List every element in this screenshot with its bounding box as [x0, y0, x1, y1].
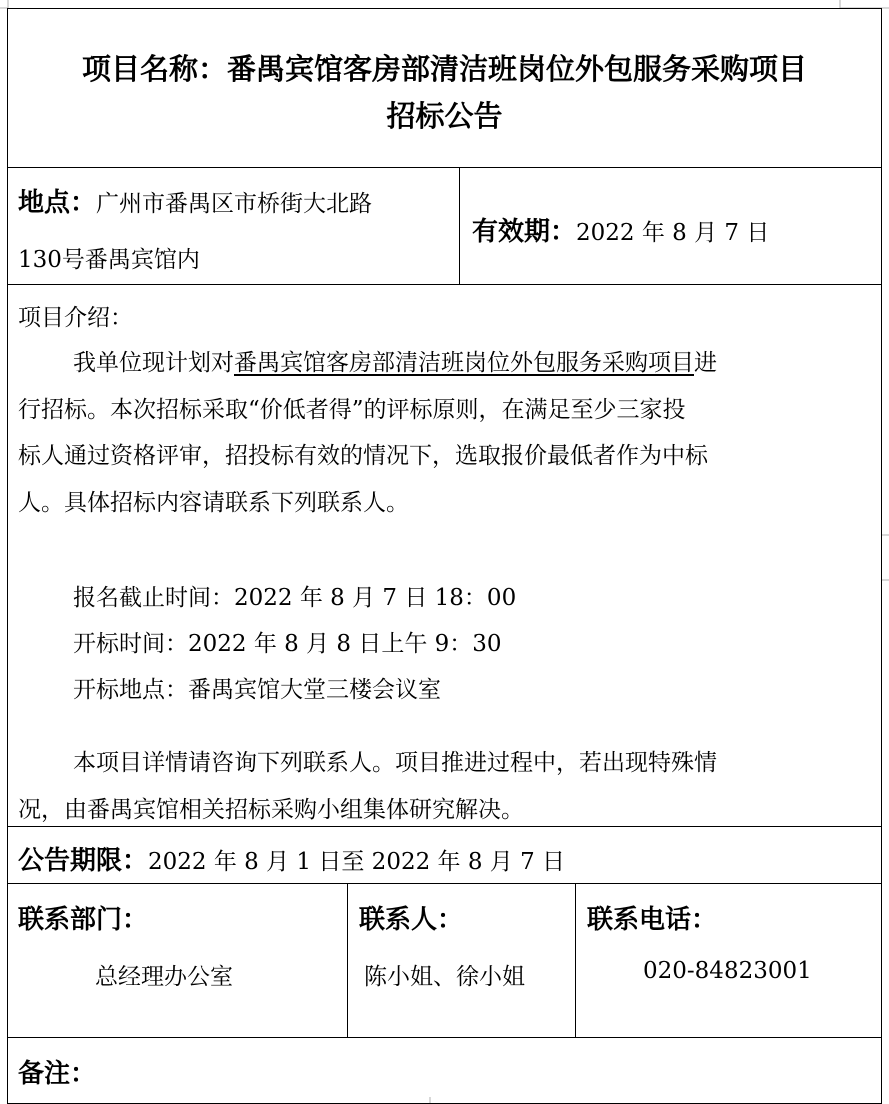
contact-phone-value: 020-84823001 — [643, 958, 812, 984]
location-label: 地点： — [18, 188, 97, 218]
row-divider — [7, 284, 882, 285]
contact-person-value: 陈小姐、徐小姐 — [364, 964, 525, 990]
intro-paragraph-line: 行招标。本次招标采取“价低者得”的评标原则，在满足至少三家投 — [18, 397, 686, 423]
notice-period-value: 2022 年 8 月 1 日至 2022 年 8 月 7 日 — [148, 849, 566, 875]
intro-closing-line: 本项目详情请咨询下列联系人。项目推进过程中，若出现特殊情 — [73, 750, 717, 776]
notice-period-field — [18, 840, 565, 877]
intro-paragraph-line: 人。具体招标内容请联系下列联系人。 — [18, 490, 409, 516]
intro-lead-text: 我单位现计划对 — [73, 350, 234, 376]
column-divider — [575, 883, 576, 1038]
column-divider — [459, 167, 460, 285]
table-border — [7, 8, 882, 1104]
validity-field — [472, 211, 769, 248]
row-divider — [7, 883, 882, 884]
validity-label: 有效期： — [472, 217, 577, 247]
intro-paragraph-line — [73, 344, 717, 377]
remarks-label: 备注： — [18, 1059, 97, 1089]
contact-person-label: 联系人： — [359, 905, 464, 935]
bid-opening-place: 开标地点：番禺宾馆大堂三楼会议室 — [73, 677, 441, 703]
validity-value: 2022 年 8 月 7 日 — [576, 220, 770, 246]
page-title-line2: 招标公告 — [386, 99, 503, 133]
intro-closing-line: 况，由番禺宾馆相关招标采购小组集体研究解决。 — [18, 797, 524, 823]
contact-phone-label: 联系电话： — [587, 905, 718, 935]
row-divider — [7, 167, 882, 168]
bid-opening-time: 开标时间：2022 年 8 月 8 日上午 9：30 — [73, 631, 502, 657]
contact-department-value: 总经理办公室 — [95, 964, 233, 990]
project-name-link-text: 番禺宾馆客房部清洁班岗位外包服务采购项目 — [234, 350, 694, 376]
location-value-line2: 130号番禺宾馆内 — [18, 247, 200, 273]
intro-tail-text: 进 — [694, 350, 717, 376]
column-divider — [347, 883, 348, 1038]
intro-paragraph-line: 标人通过资格评审，招投标有效的情况下，选取报价最低者作为中标 — [18, 443, 708, 469]
row-divider — [7, 1037, 882, 1038]
location-line1 — [18, 182, 372, 219]
registration-deadline: 报名截止时间：2022 年 8 月 7 日 18：00 — [73, 585, 517, 611]
page-title: 项目名称：番禺宾馆客房部清洁班岗位外包服务采购项目 — [81, 52, 807, 86]
row-divider — [7, 826, 882, 827]
contact-department-label: 联系部门： — [18, 905, 149, 935]
location-value-line1: 广州市番禺区市桥街大北路 — [96, 191, 373, 217]
intro-heading: 项目介绍： — [18, 305, 133, 331]
notice-period-label: 公告期限： — [18, 846, 149, 876]
